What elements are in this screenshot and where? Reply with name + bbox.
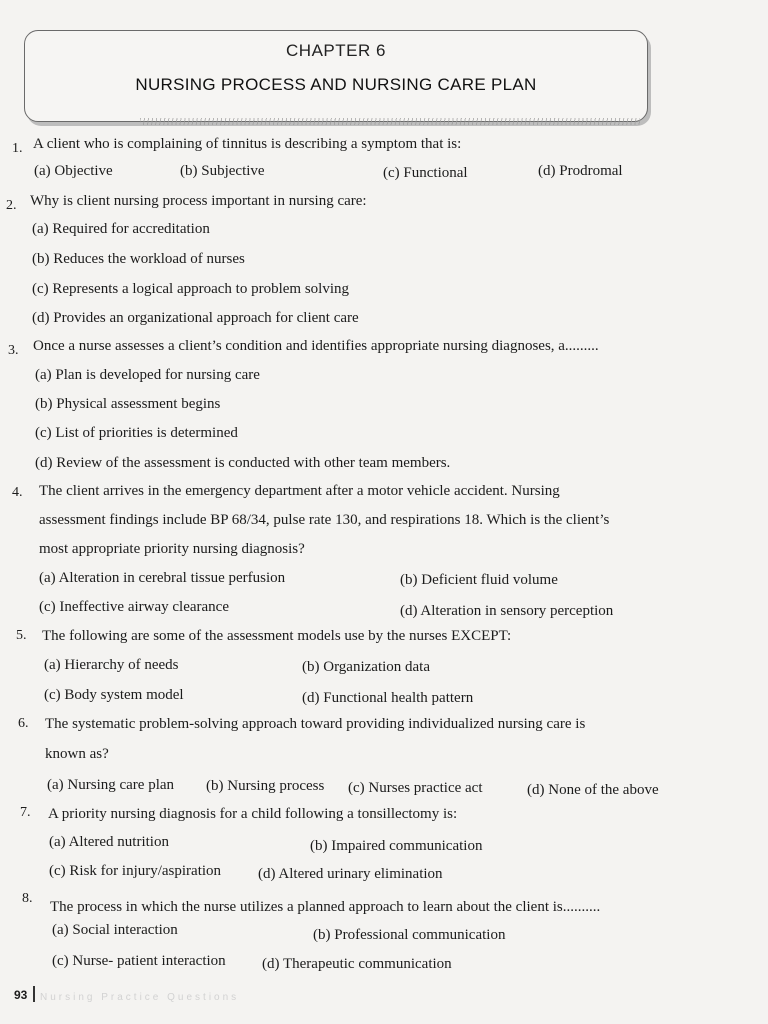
option-b: (b) Physical assessment begins [35,396,221,412]
question-stem: The process in which the nurse utilizes a planned approach to learn about the client is.......... [50,899,601,915]
option-c: (c) List of priorities is determined [35,425,238,441]
question-stem: The following are some of the assessment models use by the nurses EXCEPT: [42,628,512,644]
question-number: 6. [18,716,29,731]
question-number: 3. [8,343,19,358]
option-b: (b) Professional communication [313,927,506,943]
option-d: (d) None of the above [527,782,659,798]
question-stem: The client arrives in the emergency department after a motor vehicle accident. Nursing [39,483,560,499]
option-c: (c) Nurses practice act [348,780,483,796]
question-number: 2. [6,198,17,213]
option-c: (c) Represents a logical approach to problem solving [32,281,349,297]
footer-divider [33,986,35,1002]
question-number: 1. [12,141,23,156]
option-a: (a) Alteration in cerebral tissue perfusion [39,570,286,586]
question-stem: Why is client nursing process important in nursing care: [30,193,367,209]
option-c: (c) Functional [383,165,468,181]
option-a: (a) Altered nutrition [49,834,169,850]
option-a: (a) Objective [34,163,113,179]
option-d: (d) Provides an organizational approach for client care [32,310,359,326]
option-b: (b) Nursing process [206,778,325,794]
option-d: (d) Therapeutic communication [262,956,452,972]
option-a: (a) Plan is developed for nursing care [35,367,260,383]
question-stem: most appropriate priority nursing diagnosis? [39,541,305,557]
option-d: (d) Altered urinary elimination [258,866,443,882]
chapter-header-box [24,30,648,122]
option-d: (d) Alteration in sensory perception [400,603,614,619]
option-b: (b) Organization data [302,659,431,675]
option-a: (a) Social interaction [52,922,178,938]
option-a: (a) Nursing care plan [47,777,175,793]
option-b: (b) Reduces the workload of nurses [32,251,245,267]
option-c: (c) Ineffective airway clearance [39,599,229,615]
option-c: (c) Body system model [44,687,184,703]
option-d: (d) Review of the assessment is conducted with other team members. [35,455,451,471]
running-footer: Nursing Practice Questions [40,992,240,1003]
option-c: (c) Risk for injury/aspiration [49,863,222,879]
chapter-title: NURSING PROCESS AND NURSING CARE PLAN [135,75,537,94]
question-stem: Once a nurse assesses a client’s condition and identifies appropriate nursing diagnoses, a......... [33,338,599,354]
option-b: (b) Deficient fluid volume [400,572,558,588]
question-stem: The systematic problem-solving approach toward providing individualized nursing care is [45,716,586,732]
option-c: (c) Nurse- patient interaction [52,953,226,969]
question-stem: A priority nursing diagnosis for a child following a tonsillectomy is: [48,806,458,822]
option-d: (d) Functional health pattern [302,690,474,706]
option-d: (d) Prodromal [538,163,623,179]
option-a: (a) Required for accreditation [32,221,210,237]
header-hatch-decoration [140,118,640,125]
page-number: 93 [14,988,28,1002]
question-number: 5. [16,628,27,643]
question-stem: known as? [45,746,109,762]
option-a: (a) Hierarchy of needs [44,657,179,673]
question-stem: assessment findings include BP 68/34, pulse rate 130, and respirations 18. Which is the client’s [39,512,610,528]
question-number: 7. [20,805,31,820]
question-number: 8. [22,891,33,906]
question-number: 4. [12,485,23,500]
question-stem: A client who is complaining of tinnitus is describing a symptom that is: [33,136,462,152]
option-b: (b) Impaired communication [310,838,483,854]
chapter-number: CHAPTER 6 [286,41,386,60]
option-b: (b) Subjective [180,163,265,179]
